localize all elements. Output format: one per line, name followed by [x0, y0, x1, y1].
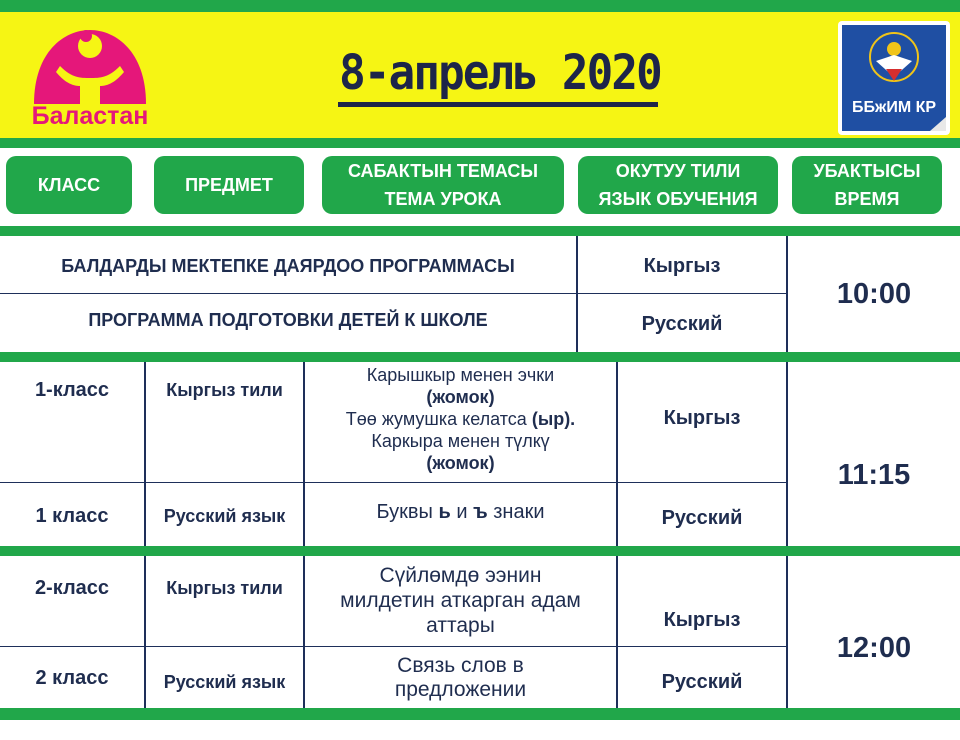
column-topic	[322, 156, 564, 214]
block2-time: 11:15	[837, 458, 911, 491]
block2-divider-h	[0, 482, 786, 483]
block2-row2-topic	[305, 494, 616, 530]
block3-row2-topic	[305, 654, 616, 702]
block2-row1-topic-line3-text: Төө жумушка келатса	[345, 409, 532, 429]
column-language-ky: ОКУТУУ ТИЛИ	[615, 161, 741, 181]
kyrgyz-emblem-icon	[868, 29, 920, 89]
block2-row1-lang: Кыргыз	[663, 406, 741, 429]
block1-program-ru: ПРОГРАММА ПОДГОТОВКИ ДЕТЕЙ К ШКОЛЕ	[88, 309, 488, 330]
block1-lang-ru: Русский	[641, 312, 723, 335]
separator-bar-3	[0, 546, 960, 556]
badge-text: ББжИМ КР	[851, 99, 937, 116]
block1-time: 10:00	[836, 277, 912, 310]
block2-row2-topic-soft-sign: ь	[438, 500, 451, 523]
balastan-logo	[20, 22, 160, 134]
separator-bar-2	[0, 352, 960, 362]
block2-row2-topic-hard-sign: ъ	[473, 500, 488, 523]
column-time-ru: ВРЕМЯ	[834, 189, 900, 209]
block2-row2-class: 1 класс	[35, 504, 109, 527]
column-topic-ky: САБАКТЫН ТЕМАСЫ	[347, 161, 539, 181]
block2-row2-subject: Русский язык	[163, 505, 286, 526]
block2-row1-topic-line3-genre: (ыр).	[531, 409, 576, 429]
block2-row2-topic-c: и	[450, 500, 474, 523]
block3-divider-h	[0, 646, 786, 647]
header-green-bar	[0, 138, 960, 148]
block2-row2-topic-a: Буквы	[376, 500, 439, 523]
ministry-badge	[838, 21, 950, 135]
column-subject	[154, 156, 304, 214]
block2-row1-class: 1-класс	[34, 378, 110, 401]
block2-row1-topic-line5: (жомок)	[426, 453, 495, 473]
block2-row2-lang: Русский	[661, 506, 743, 529]
block2-row1-topic	[305, 364, 616, 474]
block1-lang-ky: Кыргыз	[643, 254, 721, 277]
block2-row1-topic-line1: Карышкыр менен эчки	[366, 365, 555, 385]
separator-bar-1	[0, 226, 960, 236]
top-green-bar	[0, 0, 960, 12]
column-time	[792, 156, 942, 214]
block3-row1-topic-line1: Сүйлөмдө ээнин	[379, 564, 542, 587]
column-language-ru: ЯЗЫК ОБУЧЕНИЯ	[598, 189, 758, 209]
block1-program-ky: БАЛДАРДЫ МЕКТЕПКЕ ДАЯРДОО ПРОГРАММАСЫ	[61, 255, 515, 276]
block3-row2-topic-line2: предложении	[394, 678, 527, 701]
page-title-date: 8-апрель 2020	[339, 45, 661, 101]
block3-row2-class: 2 класс	[35, 666, 109, 689]
block3-time: 12:00	[836, 631, 912, 664]
block3-row2-subject: Русский язык	[163, 671, 286, 692]
block3-row1-topic-line2: милдетин аткарган адам	[340, 589, 581, 612]
column-subject-label: ПРЕДМЕТ	[185, 175, 273, 195]
block2-row1-topic-line2: (жомок)	[426, 387, 495, 407]
column-time-ky: УБАКТЫСЫ	[813, 161, 921, 181]
block2-row1-subject: Кыргыз тили	[166, 379, 283, 400]
block2-row1-topic-line4: Каркыра менен түлкү	[371, 431, 550, 451]
block3-row1-subject: Кыргыз тили	[166, 577, 283, 598]
column-class	[6, 156, 132, 214]
block3-row1-lang: Кыргыз	[663, 608, 741, 631]
column-topic-ru: ТЕМА УРОКА	[384, 189, 502, 209]
column-class-label: КЛАСС	[37, 175, 101, 195]
block3-row1-topic-line3: аттары	[426, 614, 495, 637]
logo-text: Баластан	[31, 102, 149, 130]
block2-row2-topic-e: знаки	[487, 500, 545, 523]
block3-row2-topic-line1: Связь слов в	[397, 654, 524, 677]
title-underline	[338, 102, 658, 107]
block3-row1-topic	[305, 563, 616, 638]
block3-row1-class: 2-класс	[34, 576, 110, 599]
column-language	[578, 156, 778, 214]
block3-row2-lang: Русский	[661, 670, 743, 693]
bottom-green-bar	[0, 708, 960, 720]
block2-row1-topic-line3	[305, 408, 616, 430]
